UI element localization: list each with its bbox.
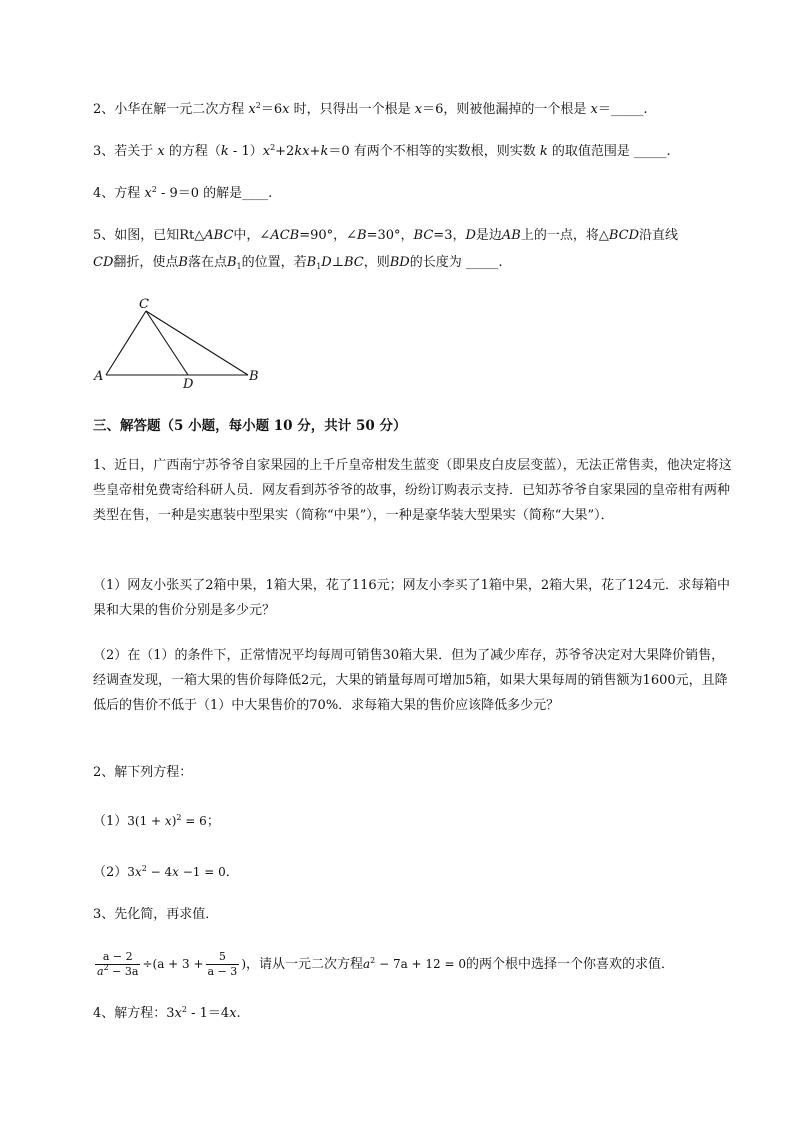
problem-1-intro: 1、近日，广西南宁苏爷爷自家果园的上千斤皇帝柑发生蓝变（即果皮白皮层变蓝），无法正常售卖，他决定将这些皇帝柑免费寄给科研人员．网友看到苏爷爷的故事，纷纷订购表示支持．已知苏爷爷自家果园的皇帝柑有两种类型在售，一种是实惠装中型果实（简称“中果”），一种是豪华装大型果实（简称“大果”）． <box>93 458 732 523</box>
problem-2-title: 2、解下列方程： <box>93 765 193 780</box>
question-3: 3、若关于 x 的方程$(k - 1)x^2+2kx+k=0$ 有两个不相等的实数根，则实数 k 的取值范围是 _____. <box>93 143 671 159</box>
question-2: 2、小华在解一元二次方程 $x^2=6x$ 时，只得出一个根是 x＝6，则被他漏掉的一个根是 x＝_____. <box>93 101 648 117</box>
problem-2-equation-1: $(1)3(1 + x)^2 = 6$； <box>93 813 220 829</box>
problem-3-expression: $\frac{a - 2}{a^2 - 3a}$ ÷(a + 3 + $\frac{5}{a - 3}$ )，请从一元二次方程$a^2 - 7a + 12 = 0$的两个根中选择一个你喜欢的求值． <box>97 950 675 978</box>
question-4: 4、方程 $x^2 - 9=0$ 的解是____. <box>93 185 273 201</box>
problem-4: 4、解方程：$3x^2 - 1=4x$. <box>93 1005 241 1021</box>
segment-cd <box>146 311 188 375</box>
fraction-2: $\frac{5}{a - 3}$ <box>207 950 238 978</box>
question-5-line-2: CD翻折，使点B落在点$B_1$的位置，若$B_1D\perp BC$，则BD的长度为 _____. <box>93 255 503 271</box>
label-d: D <box>183 377 194 392</box>
section-heading: 三、解答题（5 小题，每小题 10 分，共计 50 分） <box>93 418 407 434</box>
triangle-figure <box>90 292 270 392</box>
label-a: A <box>94 369 104 384</box>
label-b: B <box>249 369 259 384</box>
problem-1-part-1: （1）网友小张买了2箱中果，1箱大果，花了116元；网友小李买了1箱中果，2箱大果，花了124元．求每箱中果和大果的售价分别是多少元？ <box>93 578 730 618</box>
label-c: C <box>139 297 149 312</box>
problem-2-equation-2: $(2)3x^2 - 4x -1 = 0$． <box>93 864 239 880</box>
problem-3-title: 3、先化简，再求值． <box>93 907 219 922</box>
fraction-1: $\frac{a - 2}{a^2 - 3a}$ <box>97 950 139 978</box>
question-5-line-1: 5、如图，已知Rt△ABC中，∠ACB=90°，∠B=30°，BC=3，D是边AB上的一点，将△BCD沿直线 <box>93 228 679 243</box>
segment-cb <box>146 311 248 375</box>
problem-1-part-2: （2）在（1）的条件下，正常情况平均每周可销售30箱大果．但为了减少库存，苏爷爷决定对大果降价销售，经调查发现，一箱大果的售价每降低2元，大果的销量每周可增加5箱，如果大果每周的销售额为1600元，且降低后的售价不低于（1）中大果售价的70%．求每箱大果的售价应该降低多少元？ <box>93 648 728 713</box>
segment-ac <box>106 311 146 375</box>
